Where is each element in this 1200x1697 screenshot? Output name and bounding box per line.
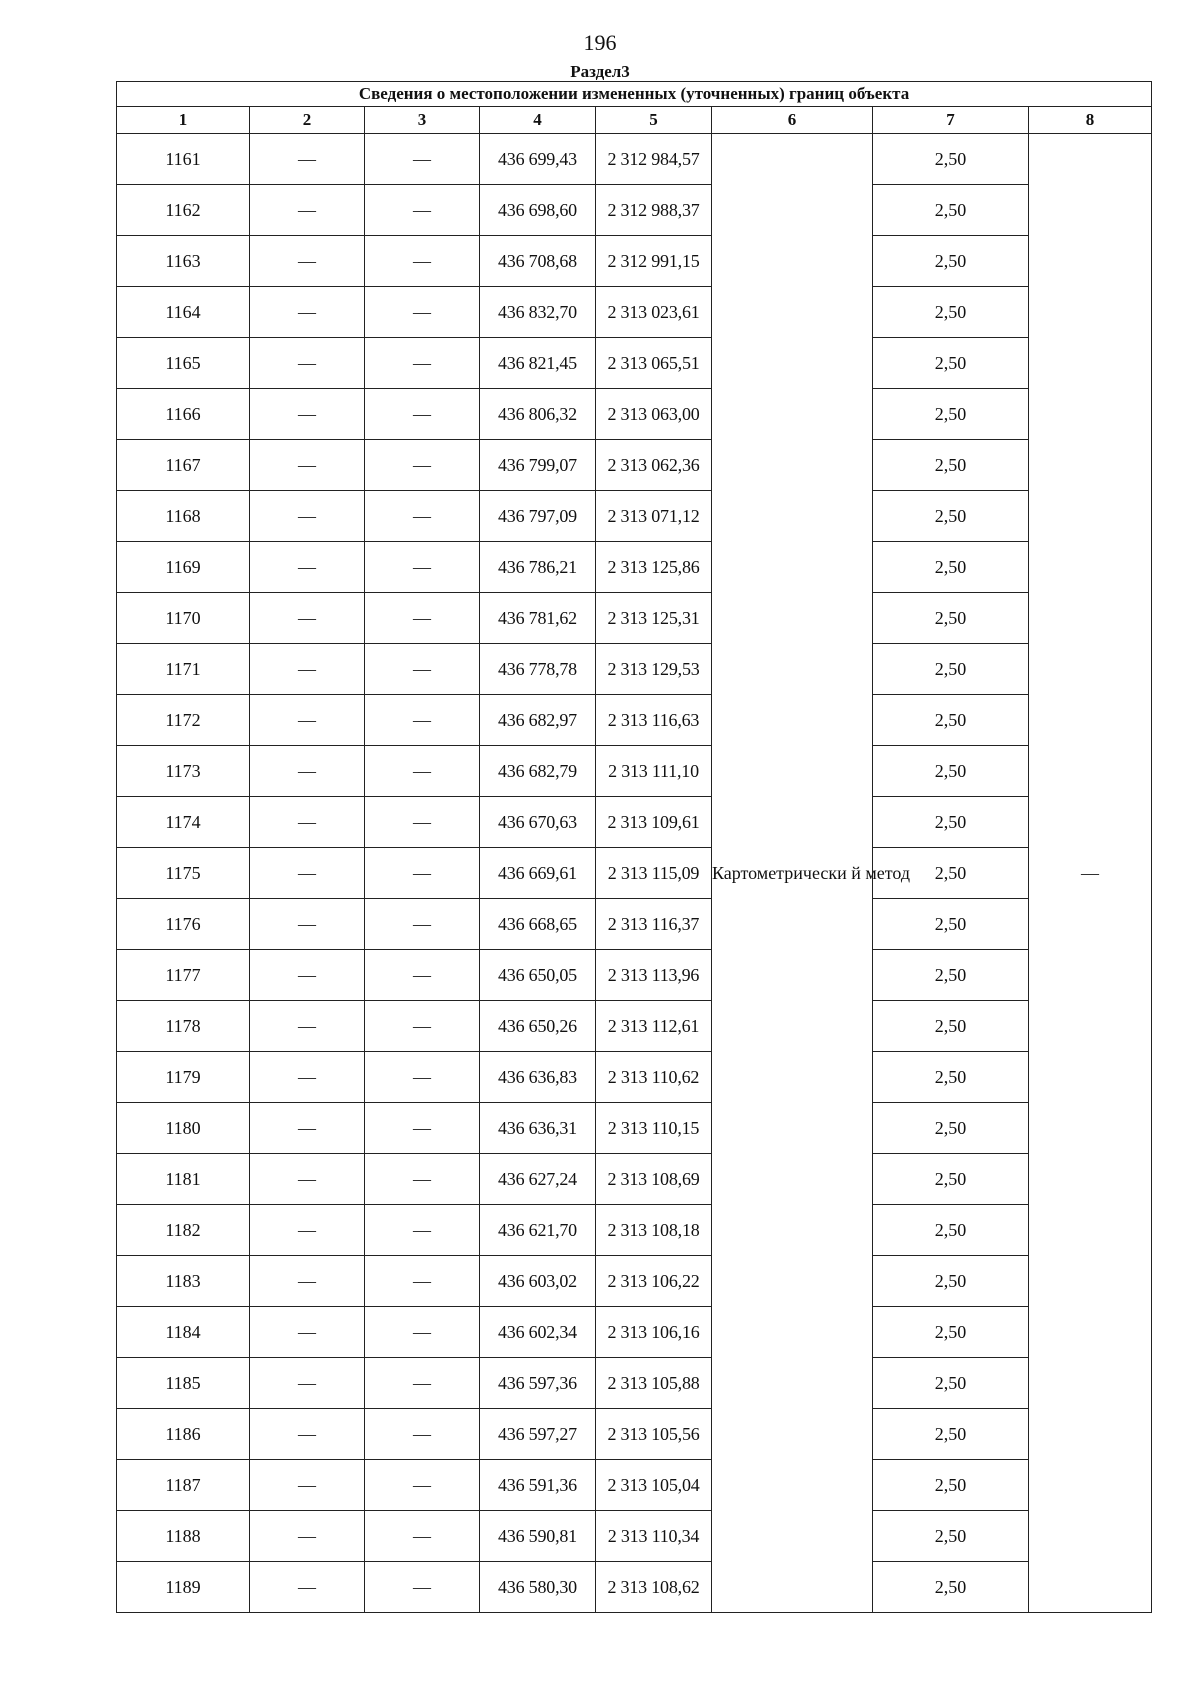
column2-cell: — [250,1256,365,1307]
accuracy-cell: 2,50 [873,746,1029,797]
column-number-row [117,107,1152,134]
table-body [117,82,1152,1613]
table-row [117,695,1152,746]
column3-cell: — [365,440,480,491]
x-coordinate-cell: 436 670,63 [480,797,596,848]
point-number-cell: 1186 [117,1409,250,1460]
x-coordinate-cell: 436 699,43 [480,134,596,185]
table-row [117,644,1152,695]
column2-cell: — [250,1562,365,1613]
point-number-cell: 1165 [117,338,250,389]
accuracy-cell: 2,50 [873,848,1029,899]
column2-cell: — [250,1154,365,1205]
x-coordinate-cell: 436 797,09 [480,491,596,542]
accuracy-cell: 2,50 [873,593,1029,644]
x-coordinate-cell: 436 668,65 [480,899,596,950]
table-row [117,797,1152,848]
point-number-cell: 1184 [117,1307,250,1358]
y-coordinate-cell: 2 313 110,62 [596,1052,712,1103]
table-caption: Сведения о местоположении измененных (уточненных) границ объекта [117,82,1152,107]
accuracy-cell: 2,50 [873,236,1029,287]
y-coordinate-cell: 2 313 108,62 [596,1562,712,1613]
y-coordinate-cell: 2 313 105,56 [596,1409,712,1460]
table-row [117,1307,1152,1358]
x-coordinate-cell: 436 590,81 [480,1511,596,1562]
accuracy-cell: 2,50 [873,1001,1029,1052]
y-coordinate-cell: 2 312 988,37 [596,185,712,236]
table-row [117,1256,1152,1307]
accuracy-cell: 2,50 [873,491,1029,542]
y-coordinate-cell: 2 313 112,61 [596,1001,712,1052]
column2-cell: — [250,1409,365,1460]
y-coordinate-cell: 2 313 105,88 [596,1358,712,1409]
point-number-cell: 1178 [117,1001,250,1052]
column2-cell: — [250,797,365,848]
x-coordinate-cell: 436 799,07 [480,440,596,491]
column3-cell: — [365,1511,480,1562]
column3-cell: — [365,134,480,185]
accuracy-cell: 2,50 [873,1307,1029,1358]
section-title: Раздел3 [570,62,630,81]
table-row [117,1358,1152,1409]
column-number: 8 [1029,107,1152,134]
column3-cell: — [365,1562,480,1613]
point-number-cell: 1181 [117,1154,250,1205]
y-coordinate-cell: 2 313 111,10 [596,746,712,797]
column3-cell: — [365,1358,480,1409]
page-number: 196 [583,30,617,55]
accuracy-cell: 2,50 [873,1409,1029,1460]
column2-cell: — [250,1052,365,1103]
accuracy-cell: 2,50 [873,287,1029,338]
column2-cell: — [250,899,365,950]
table-row [117,389,1152,440]
accuracy-cell: 2,50 [873,338,1029,389]
column2-cell: — [250,1205,365,1256]
column-number: 2 [250,107,365,134]
y-coordinate-cell: 2 313 113,96 [596,950,712,1001]
point-number-cell: 1170 [117,593,250,644]
x-coordinate-cell: 436 832,70 [480,287,596,338]
y-coordinate-cell: 2 313 115,09 [596,848,712,899]
column3-cell: — [365,1460,480,1511]
column3-cell: — [365,746,480,797]
x-coordinate-cell: 436 597,36 [480,1358,596,1409]
accuracy-cell: 2,50 [873,899,1029,950]
point-number-cell: 1187 [117,1460,250,1511]
table-row [117,1409,1152,1460]
column-number: 6 [712,107,873,134]
point-number-cell: 1173 [117,746,250,797]
y-coordinate-cell: 2 313 106,22 [596,1256,712,1307]
column3-cell: — [365,1205,480,1256]
x-coordinate-cell: 436 636,31 [480,1103,596,1154]
column2-cell: — [250,695,365,746]
x-coordinate-cell: 436 669,61 [480,848,596,899]
column2-cell: — [250,1358,365,1409]
column2-cell: — [250,389,365,440]
x-coordinate-cell: 436 786,21 [480,542,596,593]
table-row [117,491,1152,542]
y-coordinate-cell: 2 313 105,04 [596,1460,712,1511]
y-coordinate-cell: 2 313 125,86 [596,542,712,593]
accuracy-cell: 2,50 [873,950,1029,1001]
column3-cell: — [365,848,480,899]
caption-row [117,82,1152,107]
x-coordinate-cell: 436 602,34 [480,1307,596,1358]
table-row [117,338,1152,389]
column2-cell: — [250,185,365,236]
y-coordinate-cell: 2 313 116,37 [596,899,712,950]
column2-cell: — [250,1511,365,1562]
point-number-cell: 1161 [117,134,250,185]
point-number-cell: 1188 [117,1511,250,1562]
accuracy-cell: 2,50 [873,1103,1029,1154]
coordinates-table [116,81,1152,1613]
column3-cell: — [365,1409,480,1460]
x-coordinate-cell: 436 621,70 [480,1205,596,1256]
point-number-cell: 1176 [117,899,250,950]
column2-cell: — [250,134,365,185]
column2-cell: — [250,1001,365,1052]
column3-cell: — [365,338,480,389]
table-row [117,1052,1152,1103]
x-coordinate-cell: 436 627,24 [480,1154,596,1205]
table-row [117,1001,1152,1052]
accuracy-cell: 2,50 [873,1052,1029,1103]
column2-cell: — [250,1460,365,1511]
x-coordinate-cell: 436 591,36 [480,1460,596,1511]
accuracy-cell: 2,50 [873,185,1029,236]
y-coordinate-cell: 2 313 116,63 [596,695,712,746]
x-coordinate-cell: 436 650,05 [480,950,596,1001]
point-number-cell: 1183 [117,1256,250,1307]
table-row [117,542,1152,593]
point-number-cell: 1164 [117,287,250,338]
column3-cell: — [365,1052,480,1103]
accuracy-cell: 2,50 [873,389,1029,440]
column3-cell: — [365,185,480,236]
table-row [117,1154,1152,1205]
column2-cell: — [250,338,365,389]
table-row [117,1205,1152,1256]
column3-cell: — [365,236,480,287]
table-row [117,746,1152,797]
y-coordinate-cell: 2 313 110,15 [596,1103,712,1154]
table-row [117,1511,1152,1562]
table-row [117,185,1152,236]
table-row [117,848,1152,899]
column-number: 5 [596,107,712,134]
point-number-cell: 1167 [117,440,250,491]
point-number-cell: 1171 [117,644,250,695]
accuracy-cell: 2,50 [873,797,1029,848]
column3-cell: — [365,797,480,848]
x-coordinate-cell: 436 597,27 [480,1409,596,1460]
point-number-cell: 1189 [117,1562,250,1613]
table-row [117,1103,1152,1154]
accuracy-cell: 2,50 [873,1256,1029,1307]
table-row [117,1562,1152,1613]
column3-cell: — [365,542,480,593]
y-coordinate-cell: 2 313 065,51 [596,338,712,389]
point-number-cell: 1182 [117,1205,250,1256]
point-number-cell: 1166 [117,389,250,440]
x-coordinate-cell: 436 682,97 [480,695,596,746]
accuracy-cell: 2,50 [873,1358,1029,1409]
y-coordinate-cell: 2 313 063,00 [596,389,712,440]
y-coordinate-cell: 2 313 062,36 [596,440,712,491]
point-number-cell: 1162 [117,185,250,236]
column2-cell: — [250,746,365,797]
column3-cell: — [365,644,480,695]
y-coordinate-cell: 2 313 125,31 [596,593,712,644]
accuracy-cell: 2,50 [873,695,1029,746]
point-number-cell: 1175 [117,848,250,899]
column3-cell: — [365,1154,480,1205]
table-row [117,899,1152,950]
y-coordinate-cell: 2 313 023,61 [596,287,712,338]
column3-cell: — [365,950,480,1001]
x-coordinate-cell: 436 650,26 [480,1001,596,1052]
accuracy-cell: 2,50 [873,1205,1029,1256]
column-number: 7 [873,107,1029,134]
y-coordinate-cell: 2 313 071,12 [596,491,712,542]
table-row [117,134,1152,185]
column3-cell: — [365,389,480,440]
x-coordinate-cell: 436 778,78 [480,644,596,695]
accuracy-cell: 2,50 [873,1154,1029,1205]
y-coordinate-cell: 2 313 109,61 [596,797,712,848]
table-row [117,1460,1152,1511]
point-number-cell: 1172 [117,695,250,746]
point-number-cell: 1179 [117,1052,250,1103]
y-coordinate-cell: 2 312 991,15 [596,236,712,287]
column2-cell: — [250,1103,365,1154]
column3-cell: — [365,593,480,644]
accuracy-cell: 2,50 [873,1511,1029,1562]
x-coordinate-cell: 436 821,45 [480,338,596,389]
point-number-cell: 1169 [117,542,250,593]
method-cell: Картометрически й метод [712,134,873,1613]
x-coordinate-cell: 436 806,32 [480,389,596,440]
y-coordinate-cell: 2 312 984,57 [596,134,712,185]
column2-cell: — [250,644,365,695]
column2-cell: — [250,542,365,593]
table-row [117,593,1152,644]
column3-cell: — [365,695,480,746]
y-coordinate-cell: 2 313 106,16 [596,1307,712,1358]
y-coordinate-cell: 2 313 110,34 [596,1511,712,1562]
y-coordinate-cell: 2 313 108,18 [596,1205,712,1256]
column2-cell: — [250,236,365,287]
accuracy-cell: 2,50 [873,644,1029,695]
column3-cell: — [365,1103,480,1154]
column2-cell: — [250,287,365,338]
column3-cell: — [365,287,480,338]
point-number-cell: 1185 [117,1358,250,1409]
accuracy-cell: 2,50 [873,1562,1029,1613]
accuracy-cell: 2,50 [873,134,1029,185]
column3-cell: — [365,491,480,542]
column-number: 1 [117,107,250,134]
table-row [117,287,1152,338]
x-coordinate-cell: 436 603,02 [480,1256,596,1307]
column2-cell: — [250,440,365,491]
table-row [117,236,1152,287]
point-number-cell: 1174 [117,797,250,848]
point-number-cell: 1163 [117,236,250,287]
column3-cell: — [365,899,480,950]
column2-cell: — [250,950,365,1001]
x-coordinate-cell: 436 636,83 [480,1052,596,1103]
y-coordinate-cell: 2 313 108,69 [596,1154,712,1205]
point-number-cell: 1180 [117,1103,250,1154]
column-number: 3 [365,107,480,134]
column3-cell: — [365,1307,480,1358]
column3-cell: — [365,1001,480,1052]
x-coordinate-cell: 436 698,60 [480,185,596,236]
table-row [117,440,1152,491]
x-coordinate-cell: 436 580,30 [480,1562,596,1613]
accuracy-cell: 2,50 [873,542,1029,593]
column2-cell: — [250,1307,365,1358]
point-number-cell: 1177 [117,950,250,1001]
column8-cell: — [1029,134,1152,1613]
column3-cell: — [365,1256,480,1307]
x-coordinate-cell: 436 781,62 [480,593,596,644]
x-coordinate-cell: 436 682,79 [480,746,596,797]
column2-cell: — [250,593,365,644]
column2-cell: — [250,491,365,542]
accuracy-cell: 2,50 [873,440,1029,491]
y-coordinate-cell: 2 313 129,53 [596,644,712,695]
table-row [117,950,1152,1001]
column2-cell: — [250,848,365,899]
accuracy-cell: 2,50 [873,1460,1029,1511]
column-number: 4 [480,107,596,134]
point-number-cell: 1168 [117,491,250,542]
x-coordinate-cell: 436 708,68 [480,236,596,287]
